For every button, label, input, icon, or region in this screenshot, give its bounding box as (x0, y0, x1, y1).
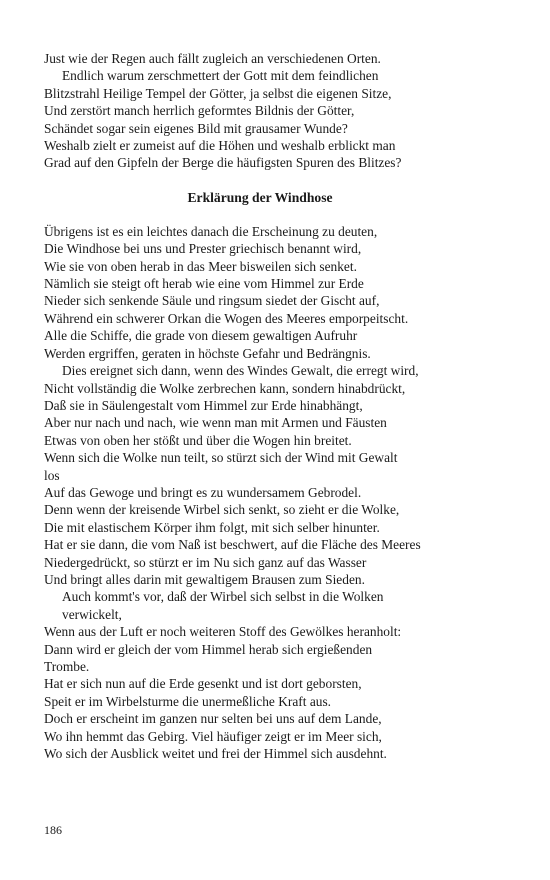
verse-line: Auf das Gewoge und bringt es zu wundersamem Gebrodel. (44, 484, 362, 500)
verse-line: Trombe. (44, 659, 90, 674)
verse-section-waterspout (44, 223, 476, 763)
verse-line: Alle die Schiffe, die grade von diesem gewaltigen Aufruhr (44, 328, 358, 344)
verse-line: Hat er sie dann, die vom Naß ist beschwert, auf die Fläche des Meeres (44, 537, 421, 553)
verse-line: Während ein schwerer Orkan die Wogen des Meeres emporpeitscht. (44, 310, 409, 326)
verse-line: Speit er im Wirbelsturme die unermeßliche Kraft aus. (44, 693, 332, 709)
verse-line: Wo sich der Ausblick weitet und frei der Himmel sich ausdehnt. (44, 746, 387, 762)
verse-line: Dies ereignet sich dann, wenn des Windes Gewalt, die erregt wird, (62, 363, 419, 379)
verse-line: Die mit elastischem Körper ihm folgt, mit sich selber hinunter. (44, 519, 380, 535)
verse-line: Nämlich sie steigt oft herab wie eine vom Himmel zur Erde (44, 276, 364, 292)
verse-line: Dann wird er gleich der vom Himmel herab sich ergießenden (44, 641, 373, 657)
verse-section-lightning (44, 50, 476, 172)
verse-line: verwickelt, (62, 606, 122, 622)
verse-line: Just wie der Regen auch fällt zugleich an verschiedenen Orten. (44, 51, 381, 66)
verse-line: Nicht vollständig die Wolke zerbrechen kann, sondern hinabdrückt, (44, 380, 406, 396)
verse-line: Weshalb zielt er zumeist auf die Höhen und weshalb erblickt man (44, 138, 396, 154)
verse-line: Denn wenn der kreisende Wirbel sich senkt, so zieht er die Wolke, (44, 502, 400, 518)
verse-line: Aber nur nach und nach, wie wenn man mit Armen und Fäusten (44, 415, 387, 431)
page-body (44, 50, 476, 762)
verse-line: Etwas von oben her stößt und über die Wogen hin breitet. (44, 432, 352, 448)
section-heading: Erklärung der Windhose (187, 189, 333, 205)
verse-line: Blitzstrahl Heilige Tempel der Götter, ja selbst die eigenen Sitze, (44, 85, 392, 101)
verse-line: Und zerstört manch herrlich geformtes Bildnis der Götter, (44, 103, 355, 119)
verse-line: Wenn sich die Wolke nun teilt, so stürzt sich der Wind mit Gewalt (44, 450, 398, 466)
verse-line: Doch er erscheint im ganzen nur selten bei uns auf dem Lande, (44, 711, 382, 727)
verse-line: Wo ihn hemmt das Gebirg. Viel häufiger zeigt er im Meer sich, (44, 728, 382, 744)
verse-line: Endlich warum zerschmettert der Gott mit dem feindlichen (62, 68, 379, 84)
verse-line: Übrigens ist es ein leichtes danach die Erscheinung zu deuten, (44, 223, 378, 239)
verse-line: los (44, 467, 60, 483)
verse-line: Wie sie von oben herab in das Meer bisweilen sich senket. (44, 258, 357, 274)
verse-line: Und bringt alles darin mit gewaltigem Brausen zum Sieden. (44, 571, 365, 587)
page-number: 186 (44, 823, 62, 837)
verse-line: Werden ergriffen, geraten in höchste Gefahr und Bedrängnis. (44, 345, 371, 361)
verse-line: Hat er sich nun auf die Erde gesenkt und ist dort geborsten, (44, 676, 362, 692)
verse-line: Grad auf den Gipfeln der Berge die häufigsten Spuren des Blitzes? (44, 155, 402, 171)
verse-line: Daß sie in Säulengestalt vom Himmel zur Erde hinabhängt, (44, 397, 363, 413)
verse-line: Niedergedrückt, so stürzt er im Nu sich ganz auf das Wasser (44, 554, 367, 570)
verse-line: Schändet sogar sein eigenes Bild mit grausamer Wunde? (44, 120, 348, 136)
verse-line: Wenn aus der Luft er noch weiteren Stoff des Gewölkes heranholt: (44, 624, 402, 640)
verse-line: Nieder sich senkende Säule und ringsum siedet der Gischt auf, (44, 293, 380, 309)
verse-line: Auch kommt's vor, daß der Wirbel sich selbst in die Wolken (62, 589, 384, 605)
verse-line: Die Windhose bei uns und Prester griechisch benannt wird, (44, 241, 362, 257)
